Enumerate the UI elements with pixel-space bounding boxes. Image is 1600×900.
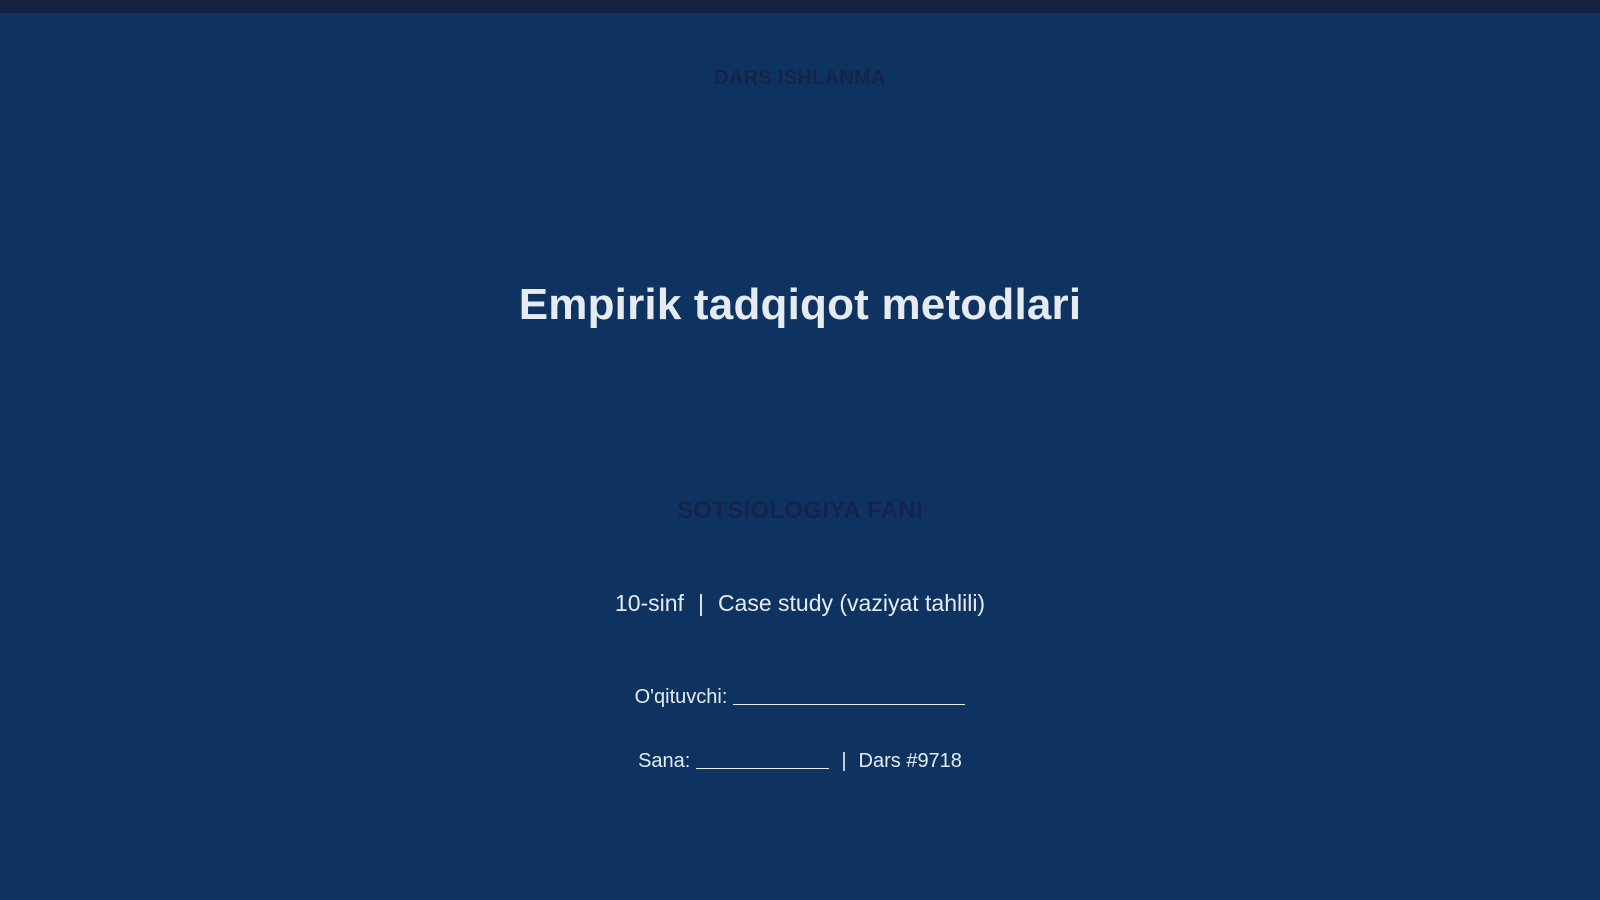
method-label: Case study (vaziyat tahlili)	[717, 590, 986, 616]
date-line	[0, 748, 1600, 773]
document-type-label: DARS ISHLANMA	[714, 67, 886, 89]
page-title: Empirik tadqiqot metodlari	[518, 280, 1082, 329]
meta-separator: |	[697, 590, 704, 616]
lesson-meta-line	[0, 590, 1600, 617]
grade-label: 10-sinf	[614, 590, 684, 616]
lesson-number: Dars #9718	[858, 750, 962, 772]
date-separator: |	[841, 750, 847, 772]
teacher-line	[0, 684, 1600, 709]
teacher-blank-field[interactable]	[733, 684, 965, 705]
teacher-label: O'qituvchi:	[634, 686, 728, 708]
date-blank-field[interactable]	[696, 748, 829, 769]
top-bar	[0, 0, 1600, 13]
date-label: Sana:	[638, 750, 691, 772]
subject-label: SOTSIOLOGIYA FANI	[676, 497, 924, 524]
